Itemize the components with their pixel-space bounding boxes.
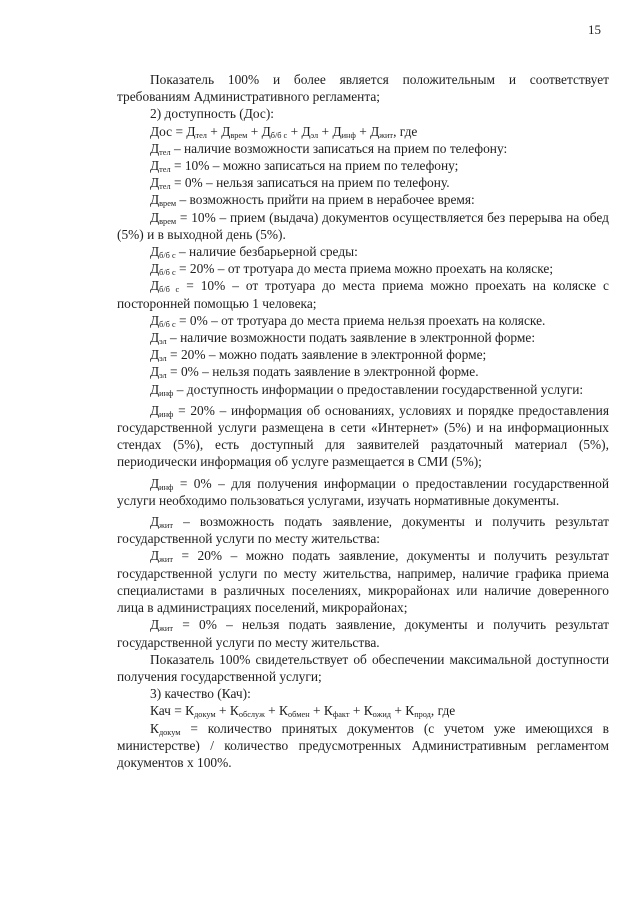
paragraph: Показатель 100% свидетельствует об обеспечении максимальной доступности получения государственной услуги; xyxy=(117,651,609,684)
paragraph: $Д_{инф} = 0\%$ – для получения информации о предоставлении государственной услуги необходимо пользоваться услугами, изучать нормативные документы. xyxy=(117,475,609,508)
subscript: докум xyxy=(194,710,216,720)
paragraph: Показатель 100% и более является положительным и соответствует требованиям Административного регламента; xyxy=(117,72,609,105)
paragraph: $Д_{врем}$ – возможность прийти на прием в нерабочее время: xyxy=(150,192,475,209)
paragraph: $Д_{жит} = 20\%$ – можно подать заявление, документы и получить результат государственной услуги по месту жительства, например, наличие графика приема специалистами в различных поселениях, микрорайонах или наличие доверенного лица в администрациях поселений, микрорайонах; xyxy=(117,548,609,616)
subscript: инф xyxy=(159,409,174,419)
paragraph: $Д_{б/б с} = 0\%$ – от тротуара до места приема нельзя проехать на коляске. xyxy=(150,312,546,329)
paragraph: 3) качество (Кач): xyxy=(150,686,251,702)
subscript: ожид xyxy=(372,710,391,720)
subscript: б/б с xyxy=(159,268,176,278)
subscript: жит xyxy=(159,624,173,634)
subscript: б/б с xyxy=(159,285,180,295)
subscript: тел xyxy=(195,130,207,140)
paragraph: $Д_{тел} = 0\%$ – нельзя записаться на прием по телефону. xyxy=(150,175,450,192)
subscript: обмен xyxy=(288,710,310,720)
subscript: докум xyxy=(158,727,181,737)
subscript: эл xyxy=(159,337,167,347)
subscript: б/б с xyxy=(159,251,176,261)
subscript: эл xyxy=(159,371,167,381)
paragraph: $К_{докум}$ = количество принятых документов (с учетом уже имеющихся в министерстве) / количество предусмотренных Административным регламентом документов х 100%. xyxy=(117,720,609,770)
paragraph: $Д_{эл}$ – наличие возможности подать заявление в электронной форме: xyxy=(150,330,536,347)
subscript: врем xyxy=(159,216,177,226)
subscript: тел xyxy=(159,147,171,157)
paragraph: $Д_{врем} = 10\%$ – прием (выдача) документов осуществляется без перерыва на обед (5%) и в выходной день (5%). xyxy=(117,209,609,242)
paragraph: $Д_{инф} = 20\%$ – информация об основаниях, условиях и порядке предоставления государственной услуги размещена в сети «Интернет» (5%) и на информационных стендах (5%), есть доступный для заявителей раздаточный материал (5%), периодически информация об услуге размещается в СМИ (5%); xyxy=(117,402,609,470)
subscript: врем xyxy=(230,130,248,140)
paragraph: $Д_{тел}$ – наличие возможности записаться на прием по телефону: xyxy=(150,140,508,157)
subscript: эл xyxy=(310,130,319,140)
document-body xyxy=(117,71,609,771)
paragraph: $Д_{инф}$ – доступность информации о предоставлении государственной услуги: xyxy=(150,381,584,398)
subscript: инф xyxy=(341,130,356,140)
paragraph: $Д_{эл} = 0\%$ – нельзя подать заявление в электронной форме. xyxy=(150,364,479,381)
paragraph: $Д_{б/б с} = 20\%$ – от тротуара до места приема можно проехать на коляске; xyxy=(150,261,554,278)
subscript: факт xyxy=(332,710,350,720)
paragraph: Кач = $К_{докум} + К_{обслуж} + К_{обмен} + К_{факт} + К_{ожид} + К_{прод}$, где xyxy=(150,703,456,720)
paragraph: $Д_{жит}$ – возможность подать заявление, документы и получить результат государственной услуги по месту жительства: xyxy=(117,514,609,547)
subscript: жит xyxy=(159,555,173,565)
subscript: эл xyxy=(159,354,167,364)
paragraph: $Д_{эл} = 20\%$ – можно подать заявление в электронной форме; xyxy=(150,347,487,364)
subscript: инф xyxy=(159,388,174,398)
subscript: тел xyxy=(159,182,171,192)
subscript: жит xyxy=(379,130,394,140)
paragraph: $Д_{жит} = 0\%$ – нельзя подать заявление, документы и получить результат государственной услуги по месту жительства. xyxy=(117,617,609,650)
paragraph: $Д_{б/б с} = 10\%$ – от тротуара до места приема можно проехать на коляске с посторонней помощью 1 человека; xyxy=(117,278,609,311)
paragraph: $Д_{тел} = 10\%$ – можно записаться на прием по телефону; xyxy=(150,158,459,175)
subscript: инф xyxy=(159,482,174,492)
subscript: б/б с xyxy=(159,319,176,329)
paragraph: Дос = $Д_{тел} + Д_{врем} + Д_{б/б с} + Д_{эл} + Д_{инф} + Д_{жит}$, где xyxy=(150,123,418,140)
subscript: прод xyxy=(414,710,431,720)
subscript: обслуж xyxy=(238,710,265,720)
page-number: 15 xyxy=(588,22,601,37)
subscript: тел xyxy=(159,165,171,175)
paragraph: 2) доступность (Дос): xyxy=(150,106,275,122)
subscript: жит xyxy=(159,521,173,531)
subscript: врем xyxy=(159,199,177,209)
subscript: б/б с xyxy=(270,130,288,140)
paragraph: $Д_{б/б с}$ – наличие безбарьерной среды: xyxy=(150,244,358,261)
